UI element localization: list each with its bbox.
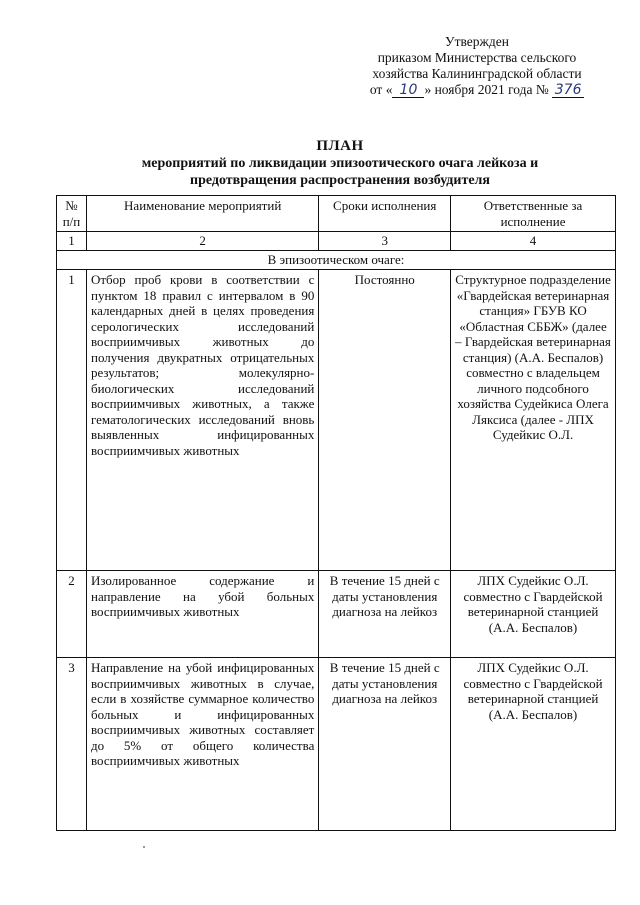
header-term: Сроки исполнения (319, 196, 451, 232)
row-measure: Отбор проб крови в соответствии с пунктом 18 правил с интервалом в 90 календарных дней в целях проведения серологических исследований восприимчивых животных до получения двукратных отрицательных результатов; молекулярно-биологических исследований восприимчивых животных, а также гематологических исследований вновь выявленных инфицированных восприимчивых животных (86, 270, 318, 571)
approval-block (362, 34, 592, 98)
index-cell: 2 (86, 232, 318, 251)
row-measure: Изолированное содержание и направление на убой больных восприимчивых животных (86, 571, 318, 658)
date-prefix: от « (369, 82, 393, 97)
index-cell: 3 (319, 232, 451, 251)
approval-order-line: приказом Министерства сельского (377, 50, 577, 65)
row-measure: Направление на убой инфицированных восприимчивых животных в случае, если в хозяйстве суммарное количество больных и инфицированных восприимчивых животных составляет до 5% от общего количества восприимчивых животных (86, 658, 318, 831)
plan-subtitle-line1: мероприятий по ликвидации эпизоотического очага лейкоза и (141, 156, 539, 171)
approval-title: Утвержден (445, 34, 509, 49)
row-term: Постоянно (319, 270, 451, 571)
table-row (57, 658, 616, 831)
table-index-row (57, 232, 616, 251)
header-num: № п/п (57, 196, 87, 232)
approval-ministry-line: хозяйства Калининградской области (372, 66, 582, 81)
handwritten-day: 10 (392, 83, 424, 98)
row-num: 1 (57, 270, 87, 571)
header-resp: Ответственные за исполнение (451, 196, 616, 232)
index-cell: 4 (451, 232, 616, 251)
section-row (57, 251, 616, 270)
row-num: 3 (57, 658, 87, 831)
row-term: В течение 15 дней с даты установления диагноза на лейкоз (319, 658, 451, 831)
row-term: В течение 15 дней с даты установления диагноза на лейкоз (319, 571, 451, 658)
date-middle: » ноября 2021 года № (424, 82, 549, 97)
table-row (57, 571, 616, 658)
plan-title: ПЛАН (316, 138, 364, 154)
table-row (57, 270, 616, 571)
plan-subtitle-line2: предотвращения распространения возбудителя (190, 173, 490, 188)
header-name: Наименование мероприятий (86, 196, 318, 232)
document-title (80, 137, 600, 189)
scan-speck (143, 846, 145, 848)
handwritten-order-number: 376 (552, 83, 584, 98)
section-title: В эпизоотическом очаге: (57, 251, 616, 270)
row-num: 2 (57, 571, 87, 658)
row-responsible: Структурное подразделение «Гвардейская ветеринарная станция» ГБУВ КО «Областная СББЖ» (далее – Гвардейская ветеринарная станция) (А.А. Беспалов) совместно с владельцем личного подсобного хозяйства Судейкиса Олега Ляксиса (далее - ЛПХ Судейкис О.Л. (451, 270, 616, 571)
plan-table (56, 195, 616, 831)
row-responsible: ЛПХ Судейкис О.Л. совместно с Гвардейской ветеринарной станцией (А.А. Беспалов) (451, 658, 616, 831)
index-cell: 1 (57, 232, 87, 251)
table-header-row (57, 196, 616, 232)
approval-date-line (362, 82, 592, 98)
row-responsible: ЛПХ Судейкис О.Л. совместно с Гвардейской ветеринарной станцией (А.А. Беспалов) (451, 571, 616, 658)
